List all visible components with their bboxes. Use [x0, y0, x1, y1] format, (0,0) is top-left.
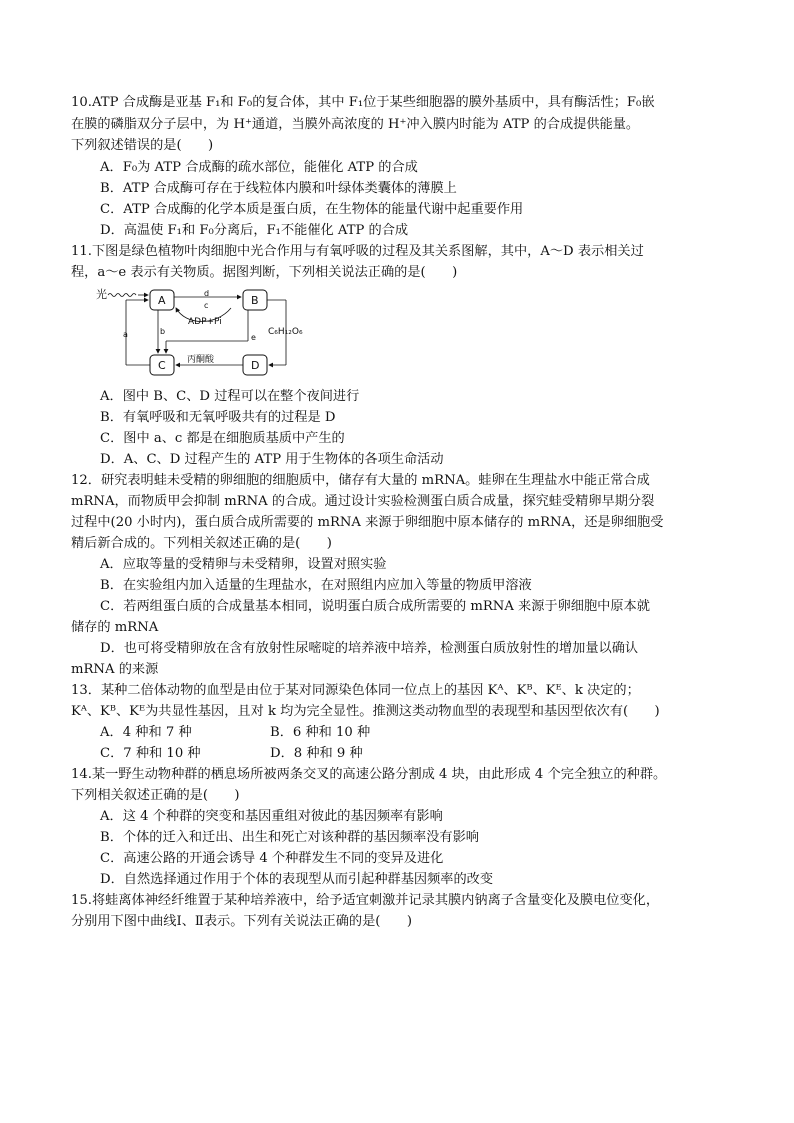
q10-stem-end: 下列叙述错误的是( ): [71, 138, 214, 153]
q11-line-2: 程，a～e 表示有关物质。据图判断，下列相关说法正确的是( ): [71, 265, 458, 280]
q10-line-1: 10.ATP 合成酶是亚基 F₁和 F₀的复合体，其中 F₁位于某些细胞器的膜外基质中，具有酶活性；F₀嵌: [71, 95, 655, 110]
node-b-label: B: [251, 294, 259, 307]
q11-option-c: C．图中 a、c 都是在细胞质基质中产生的: [100, 431, 345, 446]
q13-line-2: Kᴬ、Kᴮ、Kᴱ为共显性基因，且对 k 均为完全显性。推测这类动物血型的表现型和基因型依次有( ): [71, 704, 660, 719]
q12-line-3: 过程中(20 小时内)，蛋白质合成所需要的 mRNA 来源于卵细胞中原本储存的 mRNA，还是卵细胞受: [71, 515, 664, 530]
q13-option-d: D．8 种和 9 种: [270, 746, 363, 761]
q12-line-2: mRNA，而物质甲会抑制 mRNA 的合成。通过设计实验检测蛋白质合成量，探究蛙受精卵早期分裂: [71, 494, 655, 509]
node-d-label: D: [251, 359, 260, 372]
q11-option-b: B．有氧呼吸和无氧呼吸共有的过程是 D: [100, 410, 336, 425]
node-c-label: C: [158, 359, 166, 372]
q14-line-2: 下列相关叙述正确的是( ): [71, 788, 240, 803]
q13-line-1: 13．某种二倍体动物的血型是由位于某对同源染色体同一位点上的基因 Kᴬ、Kᴮ、Kᴱ、k 决定的；: [71, 683, 640, 698]
q10-option-a: A．F₀为 ATP 合成酶的疏水部位，能催化 ATP 的合成: [100, 160, 418, 175]
q12-option-d: D．也可将受精卵放在含有放射性尿嘧啶的培养液中培养，检测蛋白质放射性的增加量以确认: [100, 641, 639, 656]
adp-pi-label: ADP+Pi: [188, 317, 222, 327]
q12-option-a: A．应取等量的受精卵与未受精卵，设置对照实验: [100, 557, 387, 572]
label-b: b: [160, 327, 166, 336]
glucose-label: C₆H₁₂O₆: [268, 327, 303, 337]
photosynthesis-respiration-diagram: [96, 286, 321, 386]
q10-option-b: B．ATP 合成酶可存在于线粒体内膜和叶绿体类囊体的薄膜上: [100, 181, 457, 196]
q14-line-1: 14.某一野生动物种群的栖息场所被两条交叉的高速公路分割成 4 块，由此形成 4 个完全独立的种群。: [71, 767, 667, 782]
q12-line-1: 12．研究表明蛙未受精的卵细胞的细胞质中，储存有大量的 mRNA。蛙卵在生理盐水中能正常合成: [71, 473, 650, 488]
label-d: d: [204, 289, 210, 298]
q10-option-d: D．高温使 F₁和 F₀分离后，F₁不能催化 ATP 的合成: [100, 223, 409, 238]
q14-option-b: B．个体的迁入和迁出、出生和死亡对该种群的基因频率没有影响: [100, 830, 479, 845]
q11-option-a: A．图中 B、C、D 过程可以在整个夜间进行: [100, 389, 360, 404]
node-a-label: A: [158, 294, 166, 307]
label-a: a: [123, 330, 128, 339]
q13-option-c: C．7 种和 10 种: [100, 746, 201, 761]
q11-line-1: 11.下图是绿色植物叶肉细胞中光合作用与有氧呼吸的过程及其关系图解，其中，A～D 表示相关过: [71, 244, 644, 259]
light-label: 光: [96, 288, 107, 301]
pyruvate-label: 丙酮酸: [187, 355, 215, 365]
q14-option-c: C．高速公路的开通会诱导 4 个种群发生不同的变异及进化: [100, 851, 444, 866]
q14-option-d: D．自然选择通过作用于个体的表现型从而引起种群基因频率的改变: [100, 872, 494, 887]
light-wave: [108, 294, 136, 297]
q15-line-1: 15.将蛙离体神经纤维置于某种培养液中，给予适宜刺激并记录其膜内钠离子含量变化及膜电位变化，: [71, 893, 660, 908]
q12-option-d-cont: mRNA 的来源: [71, 662, 159, 677]
q10-line-2: 在膜的磷脂双分子层中，为 H⁺通道，当膜外高浓度的 H⁺冲入膜内时能为 ATP 的合成提供能量。: [71, 117, 640, 132]
q12-option-c: C．若两组蛋白质的合成量基本相同，说明蛋白质合成所需要的 mRNA 来源于卵细胞中原本就: [100, 599, 650, 614]
label-c: c: [204, 301, 209, 310]
q10-option-c: C．ATP 合成酶的化学本质是蛋白质，在生物体的能量代谢中起重要作用: [100, 202, 524, 217]
q12-option-c-cont: 储存的 mRNA: [71, 620, 159, 635]
q12-line-4: 精后新合成的。下列相关叙述正确的是( ): [71, 536, 332, 551]
label-e: e: [251, 333, 256, 342]
q15-line-2: 分别用下图中曲线Ⅰ、Ⅱ表示。下列有关说法正确的是( ): [71, 914, 412, 929]
q14-option-a: A．这 4 个种群的突变和基因重组对彼此的基因频率有影响: [100, 809, 443, 824]
q12-option-b: B．在实验组内加入适量的生理盐水，在对照组内应加入等量的物质甲溶液: [100, 578, 532, 593]
q13-option-a: A．4 种和 7 种: [100, 725, 192, 740]
q13-option-b: B．6 种和 10 种: [270, 725, 371, 740]
q11-option-d: D．A、C、D 过程产生的 ATP 用于生物体的各项生命活动: [100, 452, 444, 467]
